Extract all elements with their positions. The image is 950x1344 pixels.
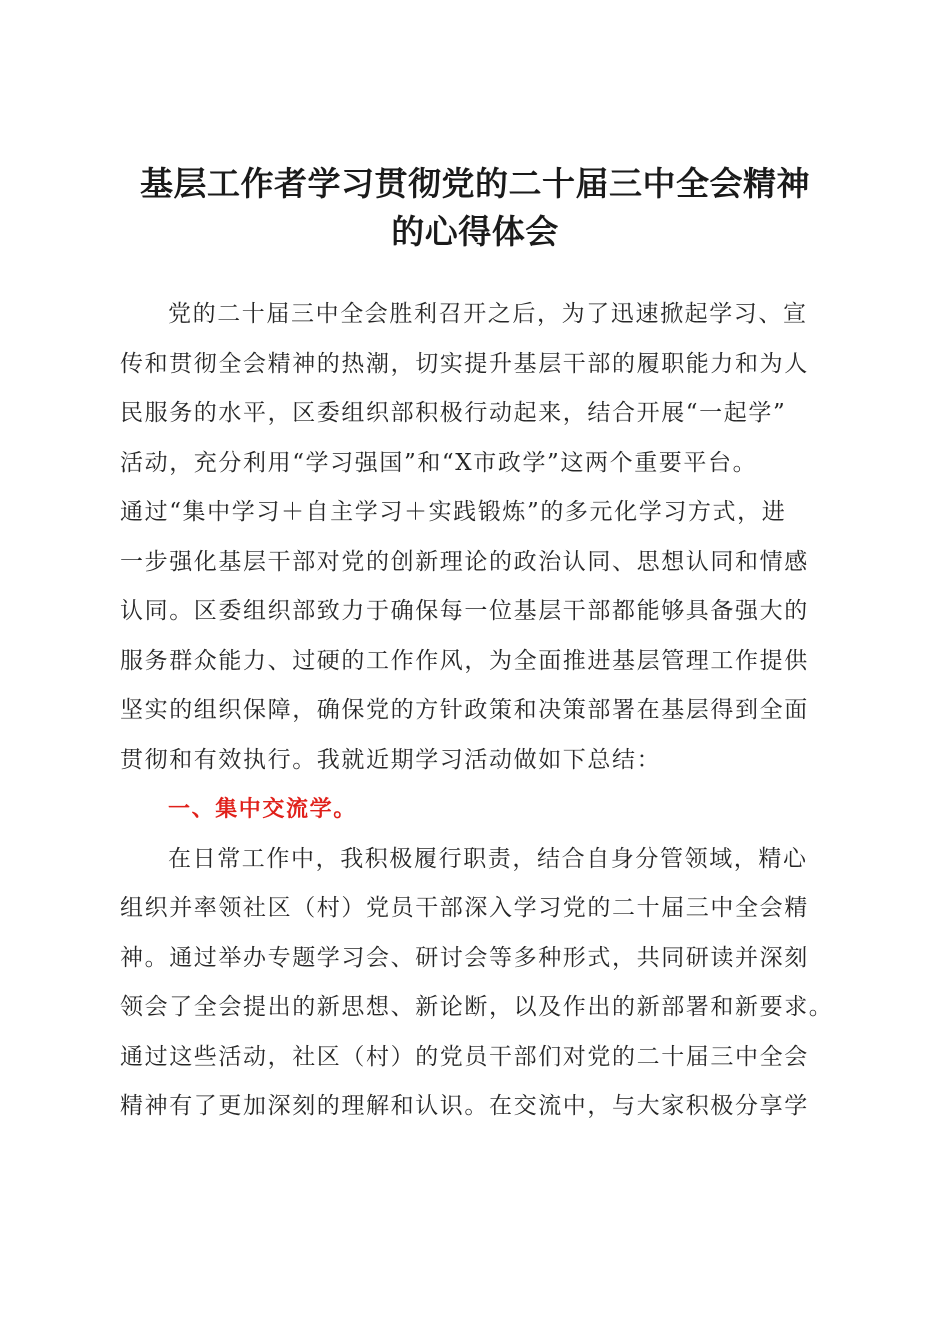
paragraph-line: 通过这些活动，社区（村）的党员干部们对党的二十届三中全会: [120, 1043, 809, 1070]
title-line-2: 的心得体会: [391, 212, 559, 251]
paragraph-line: 党的二十届三中全会胜利召开之后，为了迅速掀起学习、宣: [168, 301, 808, 327]
paragraph-line: 通过“集中学习＋自主学习＋实践锻炼”的多元化学习方式，进: [120, 499, 787, 525]
document-title: [110, 160, 840, 256]
paragraph-line: 在日常工作中，我积极履行职责，结合自身分管领域，精心: [168, 845, 808, 872]
paragraph-line: 服务群众能力、过硬的工作作风，为全面推进基层管理工作提供: [120, 647, 809, 674]
paragraph-line: 传和贯彻全会精神的热潮，切实提升基层干部的履职能力和为人: [120, 350, 809, 377]
paragraph-2: [120, 835, 835, 1132]
paragraph-line: 神。通过举办专题学习会、研讨会等多种形式，共同研读并深刻: [120, 944, 809, 971]
paragraph-line: 组织并率领社区（村）党员干部深入学习党的二十届三中全会精: [120, 895, 809, 921]
paragraph-line: 坚实的组织保障，确保党的方针政策和决策部署在基层得到全面: [120, 697, 809, 723]
paragraph-line: 领会了全会提出的新思想、新论断，以及作出的新部署和新要求。: [120, 994, 834, 1020]
paragraph-line: 一步强化基层干部对党的创新理论的政治认同、思想认同和情感: [120, 548, 809, 575]
paragraph-line: 精神有了更加深刻的理解和认识。在交流中，与大家积极分享学: [120, 1093, 809, 1119]
document-body: [120, 290, 835, 1132]
paragraph-line: 活动，充分利用“学习强国”和“X市政学”这两个重要平台。: [120, 449, 758, 476]
paragraph-line: 贯彻和有效执行。我就近期学习活动做如下总结：: [120, 746, 662, 773]
paragraph-line: 民服务的水平，区委组织部积极行动起来，结合开展“一起学”: [120, 400, 787, 426]
paragraph-1: [120, 290, 835, 785]
title-line-1: 基层工作者学习贯彻党的二十届三中全会精神: [140, 164, 810, 203]
section-heading: 一、集中交流学。: [168, 797, 357, 822]
paragraph-line: 认同。区委组织部致力于确保每一位基层干部都能够具备强大的: [120, 598, 809, 624]
